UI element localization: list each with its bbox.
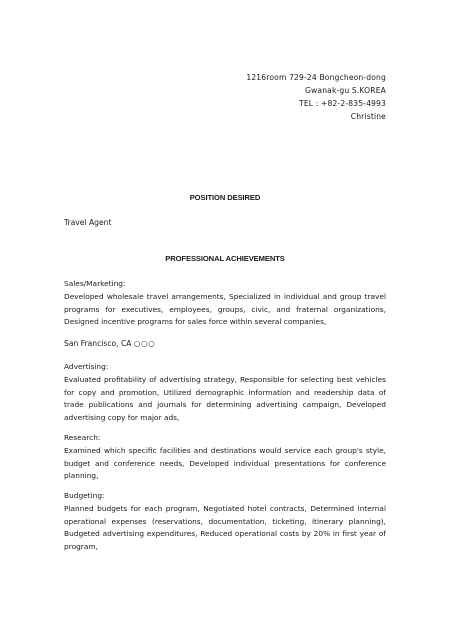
- professional-achievements-heading: PROFESSIONAL ACHIEVEMENTS: [165, 254, 285, 263]
- sales-marketing-title: Sales/Marketing:: [64, 279, 126, 288]
- research-section: [64, 432, 386, 483]
- budgeting-title: Budgeting:: [64, 491, 105, 500]
- advertising-body: Evaluated profitability of advertising strategy, Responsible for selecting best vehicles for copy and promotion, Utilized demographic information and readership data of trade publications and journals for determining advertising campaign, Developed advertising copy for major ads,: [64, 374, 386, 423]
- budgeting-section: [64, 490, 386, 554]
- sales-marketing-section: [64, 278, 386, 329]
- advertising-title: Advertising:: [64, 362, 109, 371]
- budgeting-body: Planned budgets for each program, Negotiated hotel contracts, Determined internal operational expenses (reservations, documentation, ticketing, itinerary planning), Budgeted advertising expenditures, Reduced operational costs by 20% in first year of program,: [64, 503, 386, 552]
- location-marks: ○○○: [133, 339, 156, 348]
- location-line: [64, 337, 155, 350]
- sales-marketing-body: Developed wholesale travel arrangements, Specialized in individual and group travel programs for executives, employees, groups, civic, and fraternal organizations, Designed incentive programs for sales force within several companies,: [64, 291, 386, 327]
- address-line-1: 1216room 729-24 Bongcheon-dong: [246, 73, 386, 82]
- address-phone: TEL : +82-2-835-4993: [299, 99, 386, 108]
- position-desired-value: Travel Agent: [64, 218, 112, 227]
- research-body: Examined which specific facilities and destinations would service each group's style, budget and conference needs, Developed individual presentations for conference planning,: [64, 445, 386, 481]
- advertising-section: [64, 361, 386, 425]
- address-name: Christine: [350, 112, 386, 121]
- address-line-2: Gwanak-gu S.KOREA: [305, 86, 386, 95]
- position-desired-heading: POSITION DESIRED: [189, 193, 261, 202]
- location-text: San Francisco, CA: [64, 339, 132, 348]
- research-title: Research:: [64, 433, 101, 442]
- address-block: [246, 71, 386, 123]
